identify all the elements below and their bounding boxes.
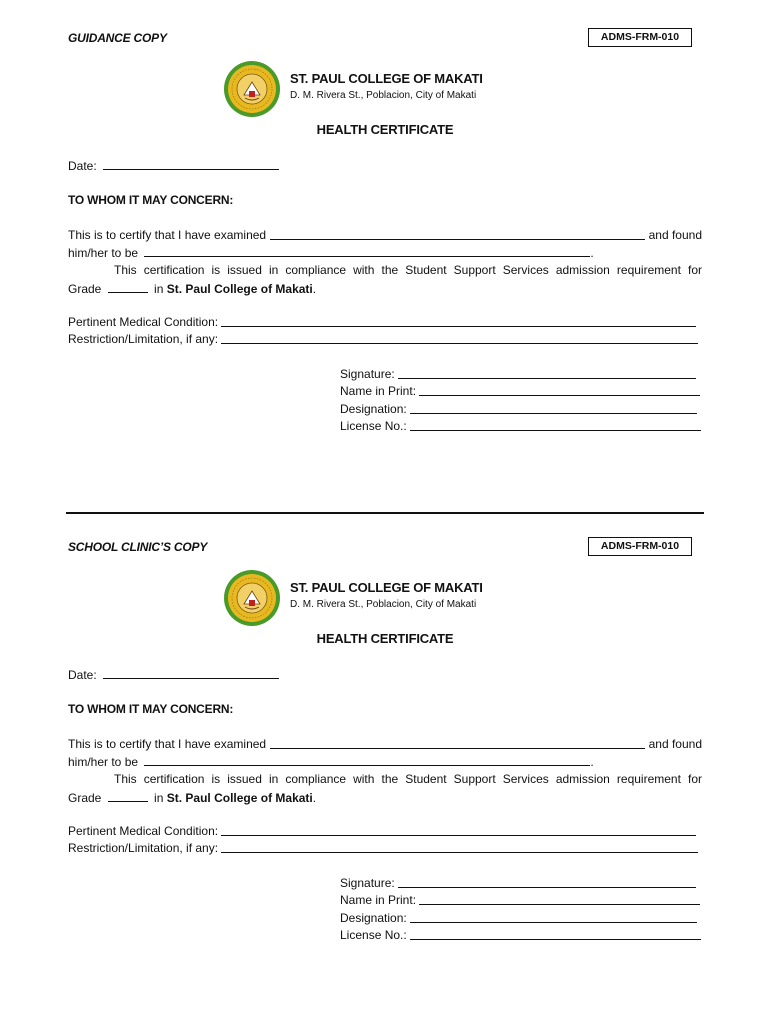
compliance-text: This certification is issued in compliance with the Student Support Services admission requirement for xyxy=(114,772,702,786)
date-row xyxy=(68,158,279,174)
guidance-copy-section xyxy=(0,0,770,500)
license-field[interactable] xyxy=(410,419,701,431)
restriction-field[interactable] xyxy=(221,841,698,853)
restriction-label: Restriction/Limitation, if any: xyxy=(68,841,219,855)
compliance-text: This certification is issued in compliance with the Student Support Services admission requirement for xyxy=(114,263,702,277)
college-seal-icon xyxy=(223,569,281,627)
and-found-text: and found xyxy=(648,228,702,242)
grade-label: Grade xyxy=(68,282,102,296)
him-her-text: him/her to be xyxy=(68,755,139,769)
him-her-text: him/her to be xyxy=(68,246,139,260)
restriction-row xyxy=(68,841,698,856)
name-label: Name in Print: xyxy=(340,384,417,398)
signature-field[interactable] xyxy=(398,367,696,379)
designation-row xyxy=(340,402,697,417)
grade-row: Grade in St. Paul College of Makati. xyxy=(68,282,317,296)
name-in-print-field[interactable] xyxy=(419,893,700,905)
form-code-box: ADMS-FRM-010 xyxy=(588,537,692,556)
certificate-title: HEALTH CERTIFICATE xyxy=(316,122,454,137)
designation-field[interactable] xyxy=(410,911,697,923)
name-in-print-row xyxy=(340,893,700,908)
designation-row xyxy=(340,911,697,926)
in-text: in xyxy=(154,282,164,296)
signature-row xyxy=(340,876,696,891)
restriction-field[interactable] xyxy=(221,332,698,344)
copy-label: GUIDANCE COPY xyxy=(68,31,167,45)
college-name: ST. PAUL COLLEGE OF MAKATI xyxy=(290,580,483,595)
college-seal-icon xyxy=(223,60,281,118)
examined-name-field[interactable] xyxy=(270,228,645,240)
date-row xyxy=(68,667,279,683)
college-name: ST. PAUL COLLEGE OF MAKATI xyxy=(290,71,483,86)
finding-field[interactable] xyxy=(144,754,590,766)
certificate-title: HEALTH CERTIFICATE xyxy=(316,631,454,646)
designation-label: Designation: xyxy=(340,402,407,416)
restriction-label: Restriction/Limitation, if any: xyxy=(68,332,219,346)
form-code-box: ADMS-FRM-010 xyxy=(588,28,692,47)
finding-field[interactable] xyxy=(144,245,590,257)
finding-row xyxy=(68,245,594,261)
license-label: License No.: xyxy=(340,928,407,942)
pertinent-row xyxy=(68,315,696,330)
signature-field[interactable] xyxy=(398,876,696,888)
license-row xyxy=(340,928,701,943)
license-label: License No.: xyxy=(340,419,407,433)
certify-text: This is to certify that I have examined xyxy=(68,228,267,242)
finding-row xyxy=(68,754,594,770)
period: . xyxy=(590,246,594,260)
pertinent-field[interactable] xyxy=(221,315,696,327)
certify-text: This is to certify that I have examined xyxy=(68,737,267,751)
name-label: Name in Print: xyxy=(340,893,417,907)
date-label: Date: xyxy=(68,668,97,682)
signature-row xyxy=(340,367,696,382)
pertinent-field[interactable] xyxy=(221,824,696,836)
name-in-print-row xyxy=(340,384,700,399)
name-in-print-field[interactable] xyxy=(419,384,700,396)
license-field[interactable] xyxy=(410,928,701,940)
pertinent-label: Pertinent Medical Condition: xyxy=(68,315,219,329)
college-bold-name: St. Paul College of Makati xyxy=(166,282,313,296)
certify-row xyxy=(68,228,702,243)
copy-label: SCHOOL CLINIC’S COPY xyxy=(68,540,208,554)
date-field[interactable] xyxy=(103,158,279,170)
school-clinic-copy-section xyxy=(0,509,770,1009)
signature-label: Signature: xyxy=(340,876,395,890)
certify-row xyxy=(68,737,702,752)
designation-field[interactable] xyxy=(410,402,697,414)
restriction-row xyxy=(68,332,698,347)
grade-field[interactable] xyxy=(108,281,148,293)
in-text: in xyxy=(154,791,164,805)
grade-row: Grade in St. Paul College of Makati. xyxy=(68,791,317,805)
designation-label: Designation: xyxy=(340,911,407,925)
grade-field[interactable] xyxy=(108,790,148,802)
and-found-text: and found xyxy=(648,737,702,751)
college-bold-name: St. Paul College of Makati xyxy=(166,791,313,805)
signature-label: Signature: xyxy=(340,367,395,381)
date-label: Date: xyxy=(68,159,97,173)
pertinent-row xyxy=(68,824,696,839)
period: . xyxy=(590,755,594,769)
college-address: D. M. Rivera St., Poblacion, City of Makati xyxy=(290,599,477,610)
date-field[interactable] xyxy=(103,667,279,679)
examined-name-field[interactable] xyxy=(270,737,645,749)
grade-label: Grade xyxy=(68,791,102,805)
salutation: TO WHOM IT MAY CONCERN: xyxy=(68,193,234,207)
pertinent-label: Pertinent Medical Condition: xyxy=(68,824,219,838)
salutation: TO WHOM IT MAY CONCERN: xyxy=(68,702,234,716)
license-row xyxy=(340,419,701,434)
college-address: D. M. Rivera St., Poblacion, City of Makati xyxy=(290,90,477,101)
